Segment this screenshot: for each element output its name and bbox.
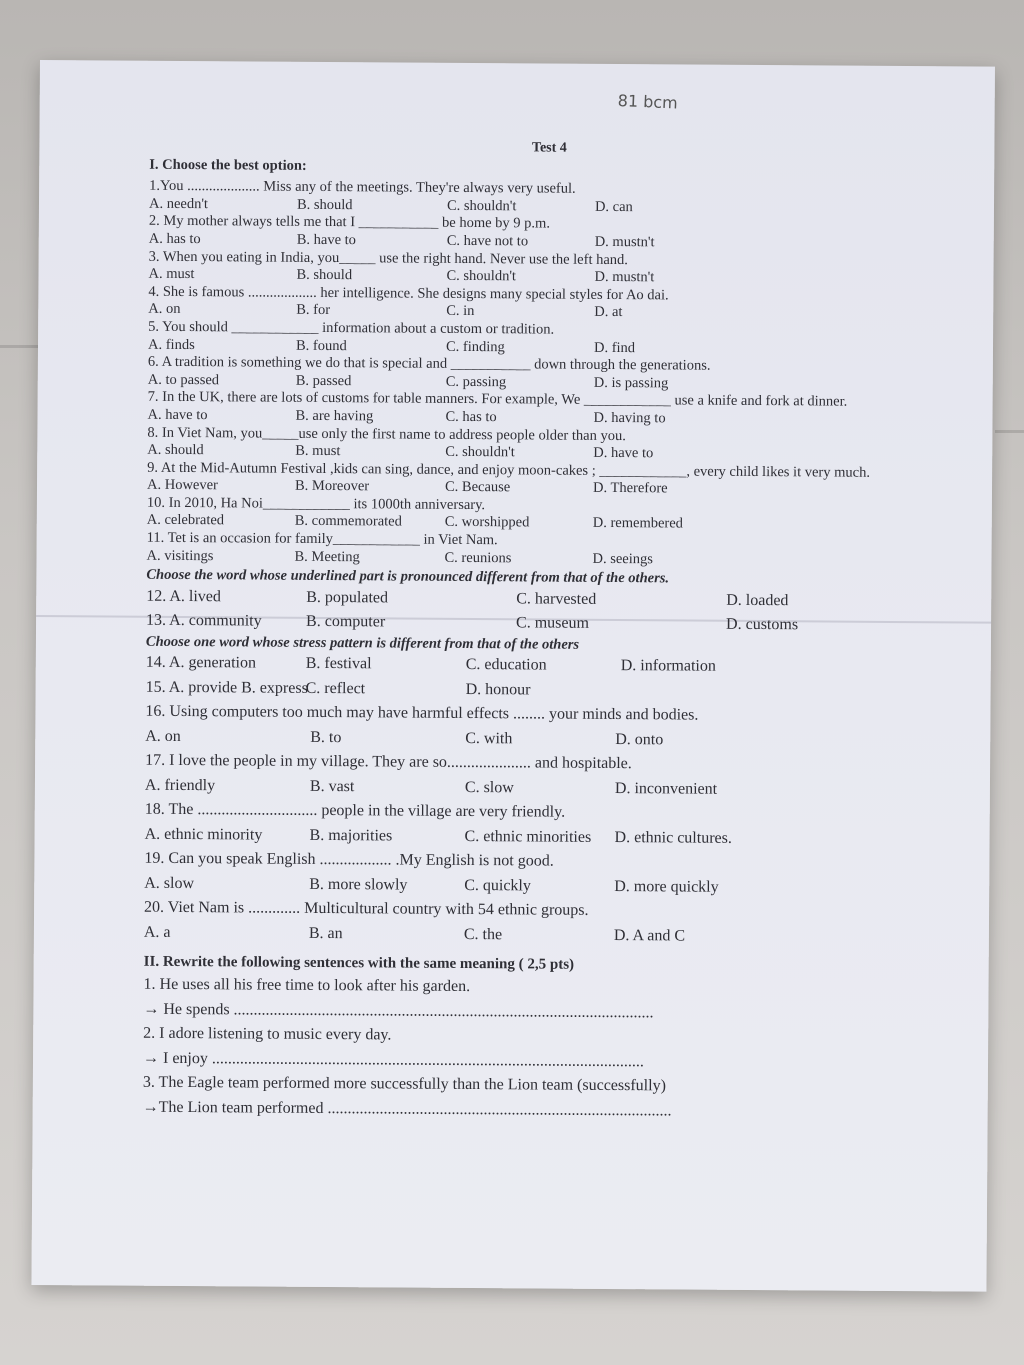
exam-content [143,137,910,1126]
option-c: C. in [446,303,475,320]
question-text: 3. When you eating in India, you_____ use the right hand. Never use the left hand. [148,248,629,268]
question-item [148,354,908,394]
question-item [145,749,905,803]
option-c: C. the [463,925,503,944]
question-text: 10. In 2010, Ha Noi____________ its 1000th anniversary. [146,494,486,513]
option-b: B. populated [306,588,389,607]
option-b: B. passed [295,372,352,389]
option-a: A. on [145,727,181,745]
option-a: A. celebrated [146,512,225,529]
question-item [149,213,909,253]
option-a: A. friendly [144,776,216,795]
option-d: D. A and C [613,926,686,945]
option-d: D. inconvenient [614,779,718,798]
question-item [147,424,907,464]
option-c: C. worshipped [444,514,530,531]
option-a: A. has to [148,230,201,248]
question-text: 8. In Viet Nam, you_____use only the first name to address people older than you. [147,424,626,444]
question-text: 11. Tet is an occasion for family____________ in Viet Nam. [146,529,498,549]
question-text: 20. Viet Nam is ............. Multicultural country with 54 ethnic groups. [144,899,589,920]
option-a: 13. A. community [146,612,262,630]
rewrite-answer-line[interactable]: → I enjoy ............................................................................................................ [142,1049,644,1071]
option-b: B. found [295,337,347,354]
option-row [144,921,904,951]
question-text: 4. She is famous ................... her intelligence. She designs many special styles for Ao dai. [148,283,669,304]
option-a: A. However [146,477,218,494]
option-a: A. must [148,265,195,283]
option-c: C. ethnic minorities [464,827,592,846]
option-b: B. should [296,196,353,213]
option-c: C. reunions [444,549,512,566]
option-c: C. slow [464,778,514,797]
question-text: 19. Can you speak English .................. .My English is not good. [144,850,554,871]
rewrite-sentence: 3. The Eagle team performed more successfully than the Lion team (successfully) [142,1074,666,1095]
option-a: A. to passed [147,371,220,388]
option-b: B. for [296,302,331,319]
option-d: D. information [620,657,716,676]
pronunciation-list [146,585,906,639]
option-d: D. have to [593,444,654,462]
option-b: B. festival [305,655,372,673]
option-d: D. Therefore [592,480,668,497]
option-c: C. Because [444,479,511,496]
test-title: Test 4 [531,140,567,156]
option-c: C. education [465,656,547,674]
exam-paper [31,60,995,1292]
option-c: C. have not to [446,232,529,250]
question-item [145,700,905,754]
option-d: D. remembered [592,515,684,532]
question-item [149,178,909,218]
question-item [148,319,908,359]
option-a: A. visitings [146,547,214,564]
rewrite-sentence: 2. I adore listening to music every day. [143,1025,392,1044]
option-c: C. shouldn't [445,443,515,461]
question-text: 16. Using computers too much may have harmful effects ........ your minds and bodies. [145,703,699,725]
option-b: B. are having [295,407,374,425]
question-text: 1.You .................... Miss any of the meetings. They're always very useful. [149,177,576,197]
option-b: C. reflect [305,679,366,698]
option-c: C. quickly [464,876,531,895]
question-text: 18. The .............................. people in the village are very friendly. [144,801,566,822]
rewrite-sentence: 1. He uses all his free time to look after his garden. [143,976,471,996]
option-c: C. shouldn't [446,197,517,215]
rewrite-answer-line[interactable]: → He spends ......................................................................................................... [143,1000,654,1022]
stress-list [146,651,906,705]
option-b: B. Meeting [294,548,360,565]
option-d: D. mustn't [594,269,655,286]
option-b: B. an [308,924,343,943]
option-a: A. should [147,441,204,459]
option-d: D. mustn't [594,233,655,251]
option-d: D. ethnic cultures. [614,828,732,847]
question-item [147,495,907,535]
option-a: A. finds [147,336,195,353]
question-item [148,248,908,288]
question-item [146,530,906,570]
option-a: A. a [143,923,171,941]
option-c: C. has to [445,408,497,426]
option-d: D. onto [615,730,664,749]
handwritten-note: 81 bcm [617,90,679,113]
question-text: 17. I love the people in my village. They are so..................... and hospitable. [145,752,632,773]
option-a: A. have to [147,406,208,424]
option-c: C. harvested [516,590,597,608]
option-d: D. find [593,339,636,356]
option-c: C. finding [445,338,505,355]
option-a: A. ethnic minority [144,825,263,844]
option-d: D. more quickly [614,877,719,896]
question-item [147,459,907,499]
question-item [147,389,907,429]
option-b: B. must [295,442,341,460]
option-b: B. majorities [309,826,393,845]
option-b: B. to [310,728,342,747]
question-list-1 [146,178,909,570]
option-b: B. vast [309,777,355,796]
rewrite-list [143,973,904,1125]
pronunciation-heading: Choose the word whose underlined part is pronounced different from that of the others. [146,567,670,587]
option-a: 15. A. provide B. express [145,678,308,697]
option-a: A. needn't [148,195,209,212]
question-item [144,896,904,950]
option-a: A. slow [144,874,195,893]
option-a: A. on [148,301,181,318]
option-b: B. Moreover [294,478,370,495]
question-item [144,847,904,901]
option-c: C. shouldn't [446,267,517,285]
stress-heading: Choose one word whose stress pattern is different from that of the others [145,633,580,653]
question-text: 5. You should ____________ information about a custom or tradition. [148,318,555,338]
section1-heading: I. Choose the best option: [149,156,307,174]
option-b: B. should [296,266,353,284]
option-d: D. having to [593,409,666,427]
option-c: C. museum [516,614,590,633]
option-b: B. have to [296,231,357,249]
option-c: C. with [465,729,513,748]
option-d: D. at [594,304,623,321]
question-list-2 [144,700,906,950]
option-b: B. commemorated [294,513,402,531]
option-d: D. seeings [592,550,654,567]
question-text: 6. A tradition is something we do that is special and ___________ down through the generations. [147,353,711,374]
option-c: D. honour [465,680,531,699]
question-item [148,284,908,324]
option-c: C. passing [445,373,507,390]
option-b: B. computer [306,613,386,631]
question-text: 7. In the UK, there are lots of customs for table manners. For example, We ____________ use a knife and fork at dinner. [147,389,848,410]
rewrite-answer-line[interactable]: →The Lion team performed ...................................................................................... [142,1098,672,1120]
option-b: B. more slowly [309,875,408,894]
option-a: 14. A. generation [145,654,257,672]
option-d: D. can [594,198,633,215]
section2-heading: II. Rewrite the following sentences with the same meaning ( 2,5 pts) [143,954,575,974]
option-d: D. is passing [593,374,669,392]
option-a: 12. A. lived [146,587,221,606]
question-item [145,798,905,852]
question-text: 2. My mother always tells me that I ___________ be home by 9 p.m. [148,213,551,232]
option-d: D. customs [726,616,799,634]
option-d: D. loaded [726,591,789,610]
question-text: 9. At the Mid-Autumn Festival ,kids can sing, dance, and enjoy moon-cakes ; ____________, every child likes it very much. [147,459,871,481]
floor-tile-line [995,430,1024,433]
